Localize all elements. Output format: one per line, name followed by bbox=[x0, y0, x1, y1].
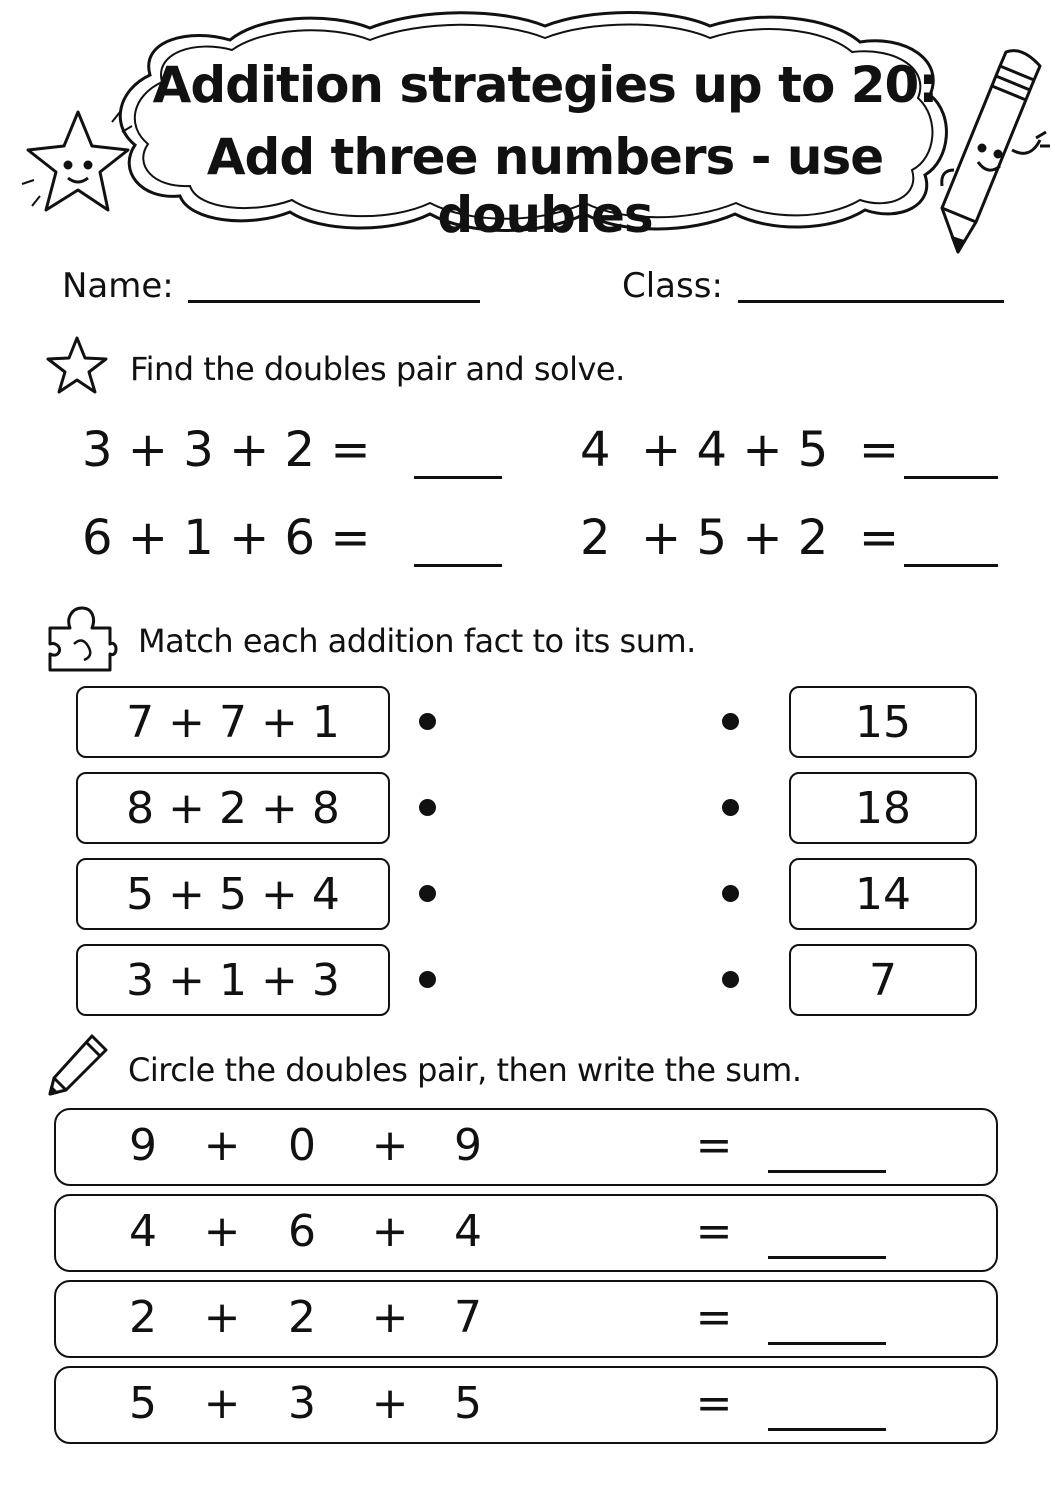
fact-box-2: 8 + 2 + 8 bbox=[76, 772, 390, 844]
sum-box-2: 18 bbox=[789, 772, 977, 844]
row1-plus-1: + bbox=[203, 1120, 241, 1171]
pencil-icon bbox=[44, 1030, 112, 1096]
equation-1: 3 + 3 + 2 = bbox=[82, 422, 371, 478]
row4-plus-1: + bbox=[203, 1378, 241, 1429]
row1-equals: = bbox=[695, 1120, 733, 1171]
row3-plus-2: + bbox=[371, 1292, 409, 1343]
row4-plus-2: + bbox=[371, 1378, 409, 1429]
row4-number-a[interactable]: 5 bbox=[129, 1378, 157, 1429]
row1-number-b[interactable]: 0 bbox=[288, 1120, 316, 1171]
answer-blank-3[interactable] bbox=[414, 564, 502, 567]
row3-answer-blank[interactable] bbox=[768, 1342, 886, 1345]
sum-dot-1[interactable] bbox=[722, 713, 739, 730]
answer-blank-4[interactable] bbox=[904, 564, 998, 567]
row2-number-c[interactable]: 4 bbox=[454, 1206, 482, 1257]
star-mascot-icon bbox=[22, 112, 132, 210]
class-field[interactable] bbox=[738, 300, 1004, 303]
row2-equals: = bbox=[695, 1206, 733, 1257]
class-label: Class: bbox=[622, 266, 723, 306]
row3-number-b[interactable]: 2 bbox=[288, 1292, 316, 1343]
row1-plus-2: + bbox=[371, 1120, 409, 1171]
equation-4: 2 + 5 + 2 = bbox=[580, 510, 900, 566]
row3-number-c[interactable]: 7 bbox=[454, 1292, 482, 1343]
doubles-row-4 bbox=[54, 1366, 998, 1444]
row1-answer-blank[interactable] bbox=[768, 1170, 886, 1173]
title-line-1: Addition strategies up to 20: bbox=[152, 56, 938, 114]
section2-instruction: Match each addition fact to its sum. bbox=[138, 622, 696, 660]
sum-box-4: 7 bbox=[789, 944, 977, 1016]
row3-plus-1: + bbox=[203, 1292, 241, 1343]
fact-dot-1[interactable] bbox=[419, 713, 436, 730]
pencil-mascot-icon bbox=[942, 51, 1050, 252]
row2-number-b[interactable]: 6 bbox=[288, 1206, 316, 1257]
row1-number-c[interactable]: 9 bbox=[454, 1120, 482, 1171]
row2-plus-1: + bbox=[203, 1206, 241, 1257]
name-label: Name: bbox=[62, 266, 174, 306]
row4-answer-blank[interactable] bbox=[768, 1428, 886, 1431]
doubles-row-3 bbox=[54, 1280, 998, 1358]
row1-number-a[interactable]: 9 bbox=[129, 1120, 157, 1171]
section3-instruction: Circle the doubles pair, then write the sum. bbox=[128, 1051, 802, 1089]
sum-dot-2[interactable] bbox=[722, 799, 739, 816]
section1-instruction: Find the doubles pair and solve. bbox=[130, 350, 625, 388]
sum-dot-3[interactable] bbox=[722, 885, 739, 902]
fact-box-4: 3 + 1 + 3 bbox=[76, 944, 390, 1016]
doubles-row-1 bbox=[54, 1108, 998, 1186]
fact-dot-3[interactable] bbox=[419, 885, 436, 902]
fact-dot-2[interactable] bbox=[419, 799, 436, 816]
sum-box-1: 15 bbox=[789, 686, 977, 758]
answer-blank-1[interactable] bbox=[414, 476, 502, 479]
row3-number-a[interactable]: 2 bbox=[129, 1292, 157, 1343]
fact-box-1: 7 + 7 + 1 bbox=[76, 686, 390, 758]
row2-number-a[interactable]: 4 bbox=[129, 1206, 157, 1257]
row2-plus-2: + bbox=[371, 1206, 409, 1257]
equation-2: 4 + 4 + 5 = bbox=[580, 422, 900, 478]
fact-box-3: 5 + 5 + 4 bbox=[76, 858, 390, 930]
row4-number-b[interactable]: 3 bbox=[288, 1378, 316, 1429]
title-line-2: Add three numbers - use doubles bbox=[206, 128, 884, 244]
name-field[interactable] bbox=[188, 300, 480, 303]
star-icon bbox=[44, 334, 110, 396]
sum-box-3: 14 bbox=[789, 858, 977, 930]
row4-equals: = bbox=[695, 1378, 733, 1429]
answer-blank-2[interactable] bbox=[904, 476, 998, 479]
row3-equals: = bbox=[695, 1292, 733, 1343]
row2-answer-blank[interactable] bbox=[768, 1256, 886, 1259]
puzzle-piece-icon bbox=[44, 600, 120, 676]
sum-dot-4[interactable] bbox=[722, 971, 739, 988]
fact-dot-4[interactable] bbox=[419, 971, 436, 988]
equation-3: 6 + 1 + 6 = bbox=[82, 510, 371, 566]
row4-number-c[interactable]: 5 bbox=[454, 1378, 482, 1429]
doubles-row-2 bbox=[54, 1194, 998, 1272]
